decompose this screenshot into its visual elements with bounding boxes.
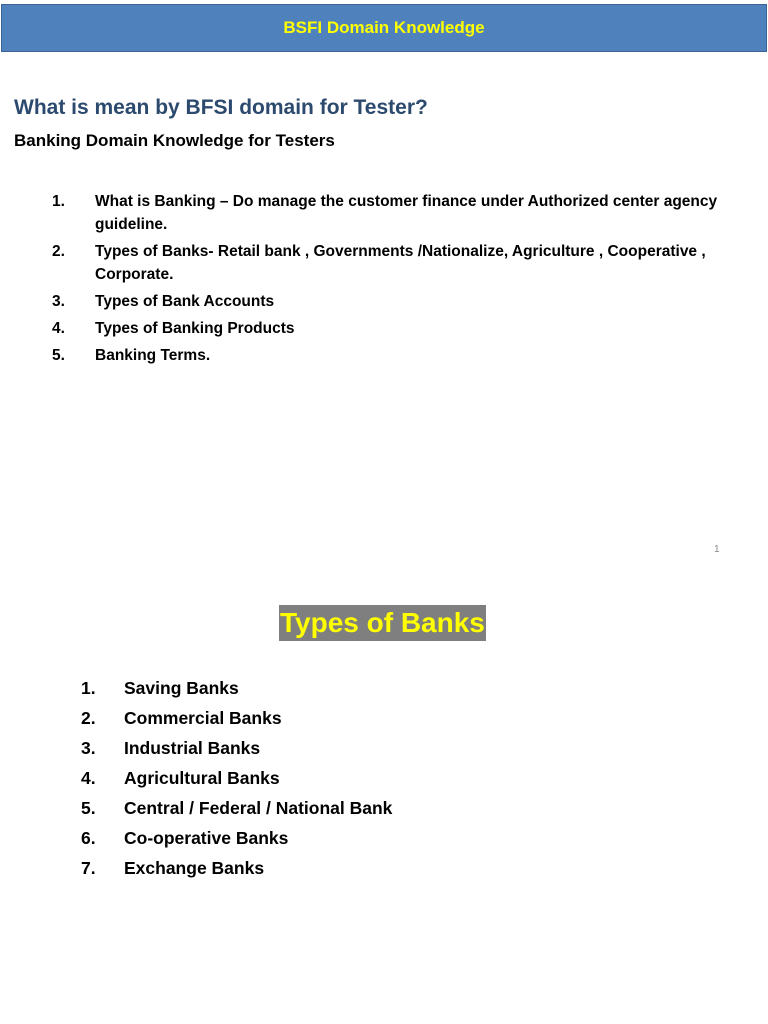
list-item <box>81 766 392 796</box>
list-item-number: 7. <box>81 858 96 878</box>
page-number: 1 <box>714 544 720 555</box>
list-item-text: Types of Banks- Retail bank , Governments /Nationalize, Agriculture , Cooperative , Corporate. <box>95 243 706 283</box>
list-item-number: 5. <box>52 347 65 364</box>
list-item-text: What is Banking – Do manage the customer finance under Authorized center agency guideline. <box>95 193 718 233</box>
list-item-text: Saving Banks <box>124 678 239 698</box>
list-item <box>81 856 392 886</box>
bank-types-list <box>81 676 392 886</box>
header-bar <box>1 4 767 52</box>
list-item-text: Industrial Banks <box>124 738 261 758</box>
list-item <box>52 190 732 236</box>
list-item-text: Co-operative Banks <box>124 828 289 848</box>
list-item-number: 2. <box>52 243 65 260</box>
banking-topics-list <box>52 190 732 371</box>
list-item <box>81 736 392 766</box>
section-heading: What is mean by BFSI domain for Tester? <box>14 96 428 119</box>
section-subheading: Banking Domain Knowledge for Testers <box>14 131 335 150</box>
header-title: BSFI Domain Knowledge <box>283 18 485 37</box>
list-item-number: 2. <box>81 708 96 728</box>
list-item <box>52 240 732 286</box>
list-item <box>81 676 392 706</box>
list-item <box>52 344 732 367</box>
list-item-text: Types of Banking Products <box>95 320 295 337</box>
list-item-number: 3. <box>52 293 65 310</box>
list-item-text: Exchange Banks <box>124 858 265 878</box>
list-item-number: 1. <box>81 678 96 698</box>
list-item-text: Types of Bank Accounts <box>95 293 275 310</box>
list-item-text: Banking Terms. <box>95 347 211 364</box>
list-item-number: 6. <box>81 828 96 848</box>
list-item <box>81 826 392 856</box>
list-item-text: Agricultural Banks <box>124 768 280 788</box>
list-item-number: 4. <box>81 768 96 788</box>
list-item-number: 1. <box>52 193 65 210</box>
list-item <box>81 706 392 736</box>
list-item-text: Central / Federal / National Bank <box>124 798 393 818</box>
list-item <box>52 317 732 340</box>
list-item-number: 5. <box>81 798 96 818</box>
types-of-banks-title: Types of Banks <box>279 605 486 641</box>
list-item-text: Commercial Banks <box>124 708 282 728</box>
list-item <box>52 290 732 313</box>
list-item-number: 3. <box>81 738 96 758</box>
list-item-number: 4. <box>52 320 65 337</box>
list-item <box>81 796 392 826</box>
